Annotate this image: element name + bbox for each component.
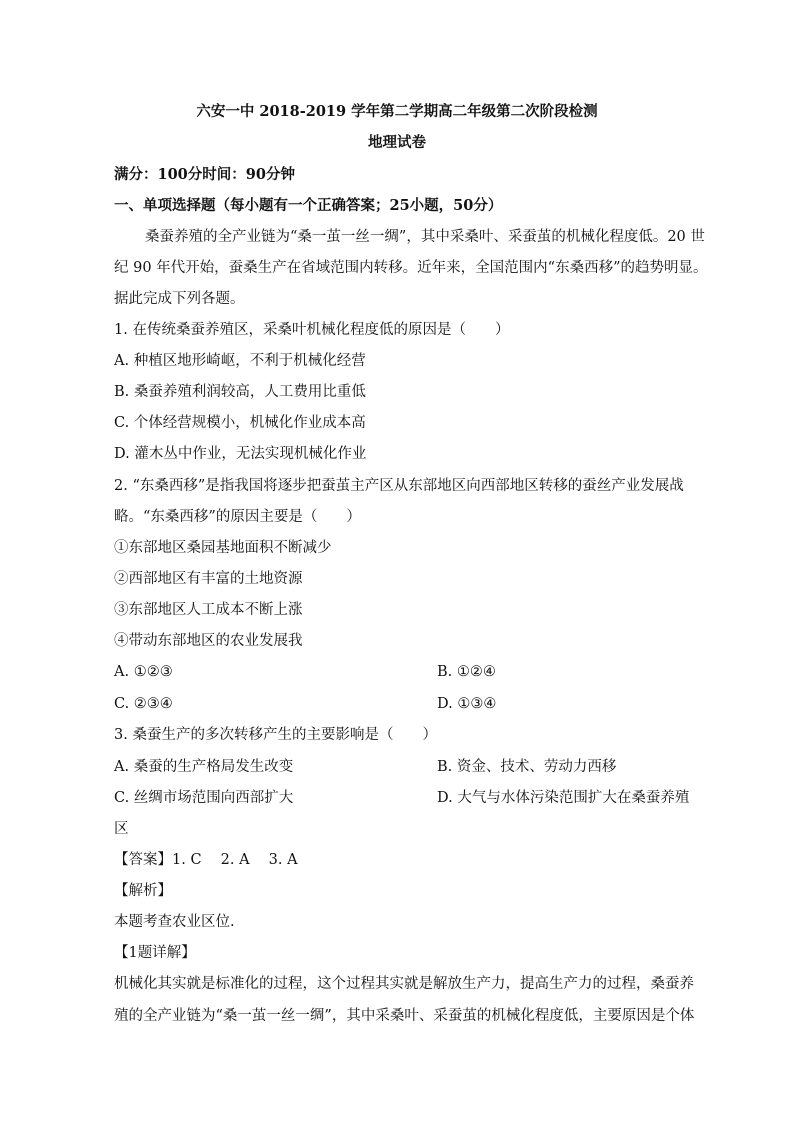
question-3-stem: 3. 桑蚕生产的多次转移产生的主要影响是（ ） — [114, 727, 437, 743]
q1-option-c: C. 个体经营规模小，机械化作业成本高 — [114, 415, 366, 431]
q3-option-b: B. 资金、技术、劳动力西移 — [437, 759, 617, 775]
q2-item: ②西部地区有丰富的土地资源 — [114, 571, 303, 587]
q1-option-d: D. 灌木丛中作业，无法实现机械化作业 — [114, 446, 367, 462]
subject-title: 地理试卷 — [368, 134, 426, 151]
q3-option-d-wrap: 区 — [114, 821, 129, 837]
q2-option-a: A. ①②③ — [114, 664, 173, 680]
detail-line: 殖的全产业链为“桑一茧一丝一绸”，其中采桑叶、采蚕茧的机械化程度低，主要原因是个体 — [114, 1008, 695, 1024]
q3-option-d: D. 大气与水体污染范围扩大在桑蚕养殖 — [437, 790, 690, 806]
q2-item: ①东部地区桑园基地面积不断减少 — [114, 540, 332, 556]
detail-heading: 【1题详解】 — [114, 945, 196, 961]
analysis-heading: 【解析】 — [114, 883, 172, 899]
passage-line: 纪 90 年代开始，蚕桑生产在省域范围内转移。近年来，全国范围内“东桑西移”的趋势明显。 — [114, 260, 708, 276]
q2-item: ④带动东部地区的农业发展我 — [114, 633, 303, 649]
passage-line: 据此完成下列各题。 — [114, 291, 245, 307]
exam-info: 满分：100分时间：90分钟 — [114, 166, 295, 183]
q3-option-a: A. 桑蚕的生产格局发生改变 — [114, 759, 294, 775]
q1-option-b: B. 桑蚕养殖利润较高，人工费用比重低 — [114, 384, 366, 400]
q1-option-a: A. 种植区地形崎岖，不利于机械化经营 — [114, 353, 366, 369]
q2-option-b: B. ①②④ — [437, 664, 496, 680]
question-2-stem: 略。“东桑西移”的原因主要是（ ） — [114, 509, 361, 525]
detail-line: 机械化其实就是标准化的过程，这个过程其实就是解放生产力，提高生产力的过程，桑蚕养 — [114, 976, 694, 992]
analysis-text: 本题考查农业区位. — [114, 914, 235, 930]
question-2-stem: 2. “东桑西移”是指我国将逐步把蚕茧主产区从东部地区向西部地区转移的蚕丝产业发展战 — [114, 478, 684, 494]
q3-option-c: C. 丝绸市场范围向西部扩大 — [114, 790, 294, 806]
question-1-stem: 1. 在传统桑蚕养殖区，采桑叶机械化程度低的原因是（ ） — [114, 322, 510, 338]
passage-line: 桑蚕养殖的全产业链为“桑一茧一丝一绸”，其中采桑叶、采蚕茧的机械化程度低。20 世 — [145, 229, 705, 245]
school-title: 六安一中 2018-2019 学年第二学期高二年级第二次阶段检测 — [196, 103, 598, 120]
answer-line: 【答案】1. C 2. A 3. A — [114, 852, 298, 868]
q2-item: ③东部地区人工成本不断上涨 — [114, 602, 303, 618]
q2-option-c: C. ②③④ — [114, 696, 173, 712]
q2-option-d: D. ①③④ — [437, 696, 497, 712]
section-heading: 一、单项选择题（每小题有一个正确答案；25小题，50分） — [114, 197, 503, 214]
